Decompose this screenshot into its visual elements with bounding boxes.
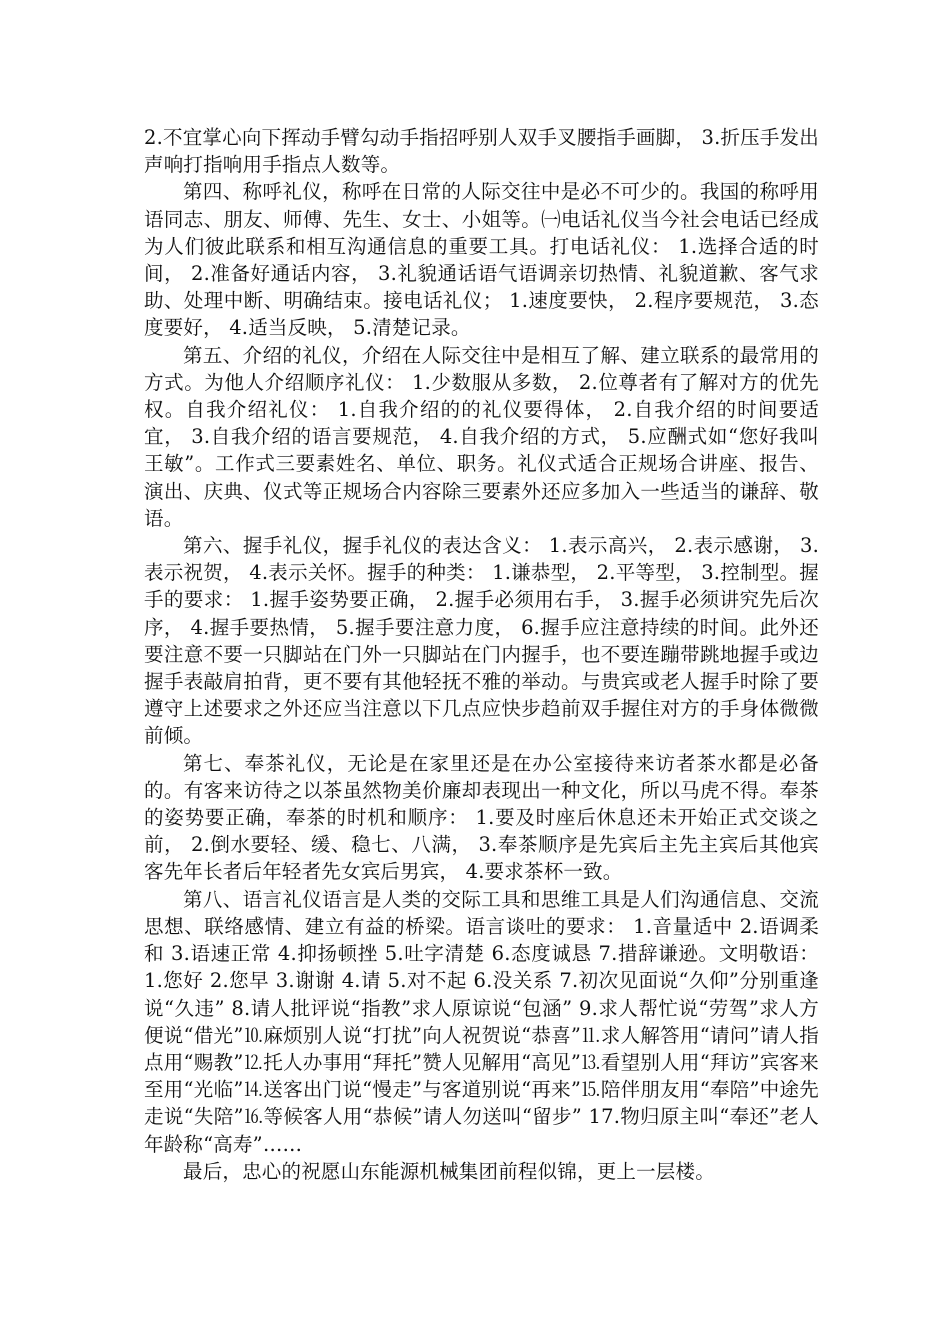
paragraph-handshake-etiquette: 第六、握手礼仪，握手礼仪的表达含义： 1.表示高兴， 2.表示感谢， 3.表示祝贺， 4.表示关怀。握手的种类： 1.谦恭型， 2.平等型， 3.控制型。握手的要求： 1.握手姿势要正确， 2.握手必须用右手， 3.握手必须讲究先后次序， 4.握手要热情， 5.握手要注意力度， 6.握手应注意持续的时间。此外还要注意不要一只脚站在门外一只脚站在门内握手，也不要连蹦带跳地握手或边握手表敲肩拍背，更不要有其他轻抚不雅的举动。与贵宾或老人握手时除了要遵守上述要求之外还应当注意以下几点应快步趋前双手握住对方的手身体微微前倾。 (144, 534, 819, 748)
paragraph-language-etiquette: 第八、语言礼仪语言是人类的交际工具和思维工具是人们沟通信息、交流思想、联络感情、建立有益的桥梁。语言谈吐的要求： 1.音量适中 2.语调柔和 3.语速正常 4.抑扬顿挫 5.吐字清楚 6.态度诚恳 7.措辞谦逊。文明敬语： 1.您好 2.您早 3.谢谢 4.请 5.对不起 6.没关系 7.初次见面说“久仰”分别重逢说“久违” 8.请人批评说“指教”求人原谅说“包涵” 9.求人帮忙说“劳驾”求人方便说“借光”⒑麻烦别人说“打扰”向人祝贺说“恭喜”⒒求人解答用“请问”请人指点用“赐教”⒓托人办事用“拜托”赞人见解用“高见”⒔看望别人用“拜访”宾客来至用“光临”⒕送客出门说“慢走”与客道别说“再来”⒖陪伴朋友用“奉陪”中途先走说“失陪”⒗等候客人用“恭候”请人勿送叫“留步” 17.物归原主叫“奉还”老人年龄称“高寿”…… (144, 887, 819, 1156)
paragraph-gesture-taboos: 2.不宜掌心向下挥动手臂勾动手指招呼别人双手叉腰指手画脚， 3.折压手发出声响打指响用手指点人数等。 (144, 126, 819, 177)
document-body (144, 124, 819, 1185)
paragraph-address-etiquette: 第四、称呼礼仪，称呼在日常的人际交往中是必不可少的。我国的称呼用语同志、朋友、师傅、先生、女士、小姐等。㈠电话礼仪当今社会电话已经成为人们彼此联系和相互沟通信息的重要工具。打电话礼仪： 1.选择合适的时间， 2.准备好通话内容， 3.礼貌通话语气语调亲切热情、礼貌道歉、客气求助、处理中断、明确结束。接电话礼仪； 1.速度要快， 2.程序要规范， 3.态度要好， 4.适当反映， 5.清楚记录。 (144, 180, 819, 340)
paragraph-closing-wishes: 最后，忠心的祝愿山东能源机械集团前程似锦，更上一层楼。 (183, 1159, 715, 1183)
paragraph-tea-etiquette: 第七、奉茶礼仪，无论是在家里还是在办公室接待来访者茶水都是必备的。有客来访待之以茶虽然物美价廉却表现出一种文化，所以马虎不得。奉茶的姿势要正确，奉茶的时机和顺序： 1.要及时座后休息还未开始正式交谈之前， 2.倒水要轻、缓、稳七、八满， 3.奉茶顺序是先宾后主先主宾后其他宾客先年长者后年轻者先女宾后男宾， 4.要求茶杯一致。 (144, 751, 819, 884)
paragraph-introduction-etiquette: 第五、介绍的礼仪，介绍在人际交往中是相互了解、建立联系的最常用的方式。为他人介绍顺序礼仪： 1.少数服从多数， 2.位尊者有了解对方的优先权。自我介绍礼仪： 1.自我介绍的的礼仪要得体， 2.自我介绍的时间要适宜， 3.自我介绍的语言要规范， 4.自我介绍的方式， 5.应酬式如“您好我叫王敏”。工作式三要素姓名、单位、职务。礼仪式适合正规场合讲座、报告、演出、庆典、仪式等正规场合内容除三要素外还应多加入一些适当的谦辞、敬语。 (144, 343, 819, 530)
